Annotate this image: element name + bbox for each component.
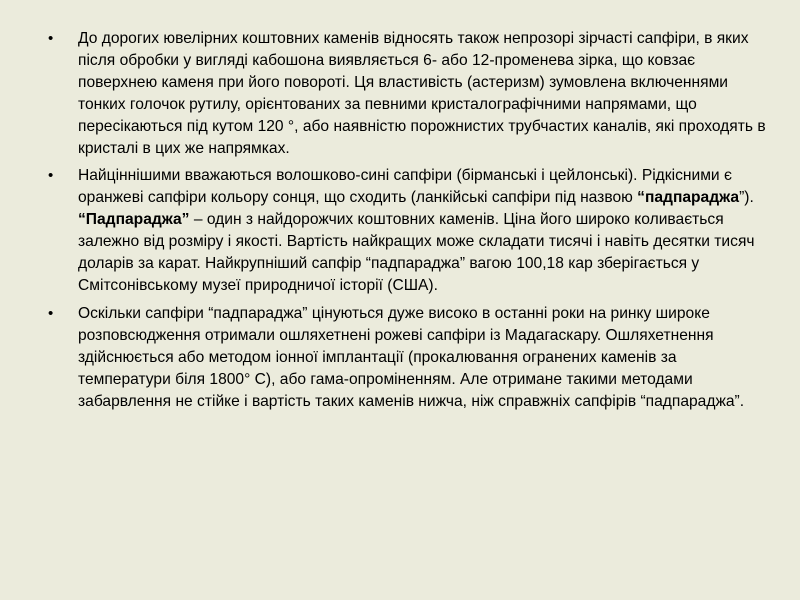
bullet-item-treated-sapphires	[48, 303, 768, 413]
bullet-text-part1: Найціннішими вважаються волошково-сині сапфіри (бірманські і цейлонські). Рідкісними є оранжеві сапфіри кольору сонця, що сходить (ланкійські сапфіри під назвою	[78, 167, 732, 207]
bullet-text: Оскільки сапфіри “падпараджа” цінуються дуже високо в останні роки на ринку широке розповсюдження отримали ошляхетнені рожеві сапфіри із Мадагаскару. Ошляхетнення здійснюється або методом іонної імплантації (прокалювання огранених каменів за температури біля 1800° С), або гама-опроміненням. Але отримане такими методами забарвлення не стійке і вартість таких каменів нижча, ніж справжніх сапфірів “падпараджа”.	[78, 304, 745, 410]
bullet-list	[48, 28, 768, 418]
bullet-dot-icon: •	[48, 304, 54, 322]
bullet-text-bold2: “Падпараджа”	[78, 211, 190, 229]
bullet-text: До дорогих ювелірних коштовних каменів відносять також непрозорі зірчасті сапфіри, в яких після обробки у вигляді кабошона виявляється 6- або 12-променева зірка, що ковзає поверхнею каменя при його повороті. Ця властивість (астеризм) зумовлена включеннями тонких голочок рутилу, орієнтованих за певними кристалографічними напрямами, що пересікаються під кутом 120 °, або наявністю порожнистих трубчастих каналів, які проходять в кристалі в цих же напрямках.	[78, 30, 766, 157]
bullet-text-bold1: “падпараджа	[637, 189, 740, 207]
bullet-dot-icon: •	[48, 167, 54, 185]
bullet-item-padparadscha	[48, 165, 768, 296]
bullet-text-part3: – один з найдорожчих коштовних каменів. Ціна його широко коливається залежно від розміру і якості. Вартість найкращих може складати тисячі і навіть десятки тисяч доларів за карат. Найкрупніший сапфір “падпараджа” вагою 100,18 кар зберігається у Смітсонівському музеї природничої історії (США).	[78, 211, 755, 294]
bullet-dot-icon: •	[48, 30, 54, 47]
bullet-item-star-sapphires	[48, 28, 768, 159]
bullet-text-part2: ”).	[739, 189, 754, 207]
